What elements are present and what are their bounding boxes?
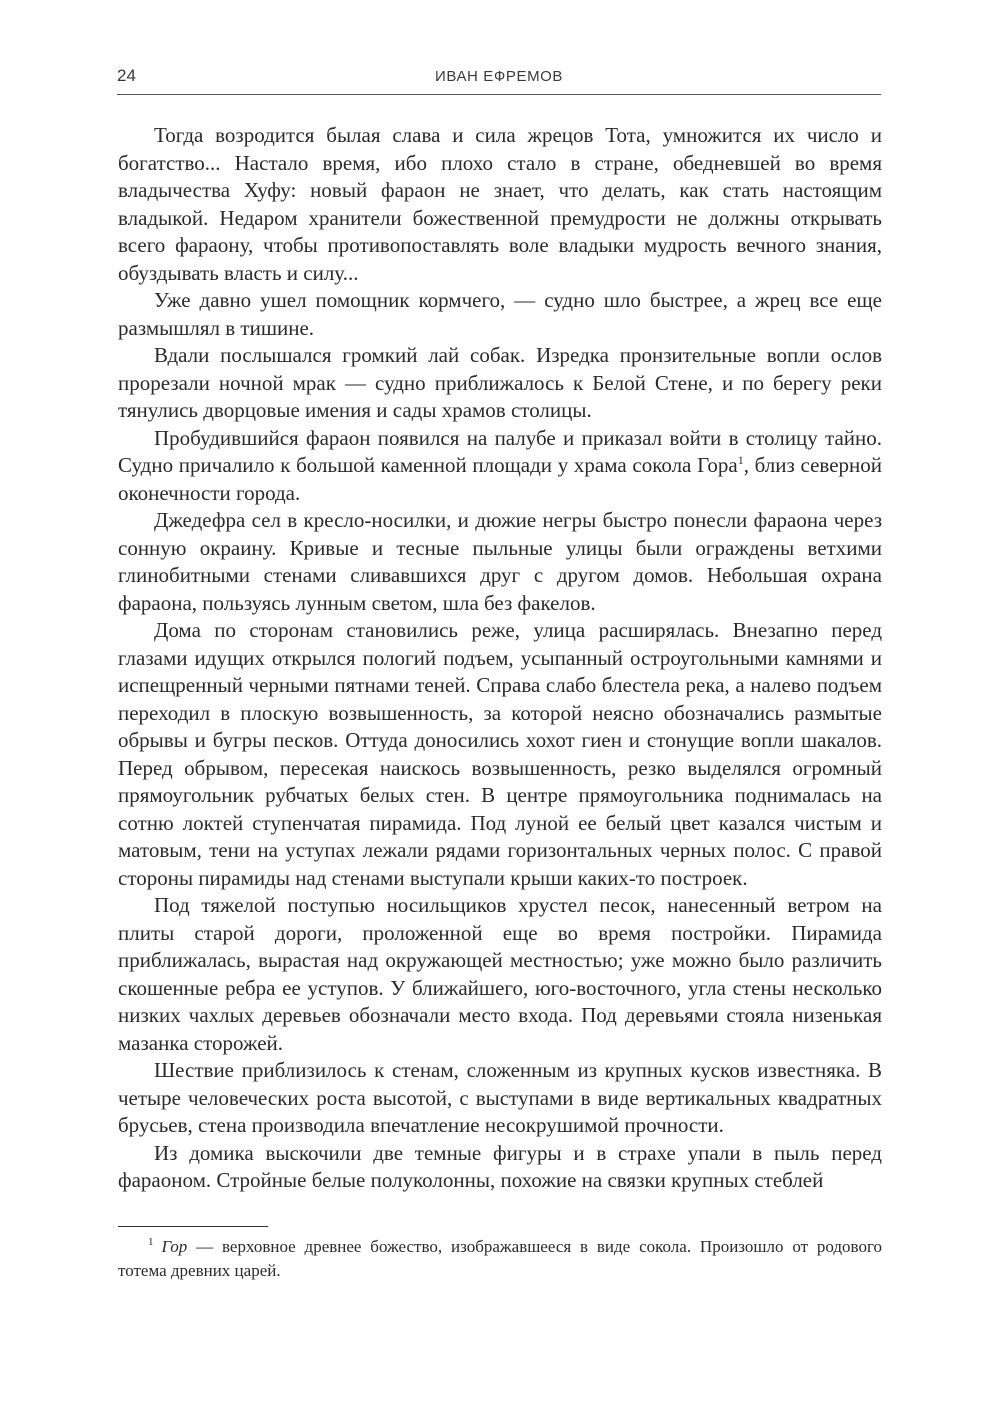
paragraph: Джедефра сел в кресло-носилки, и дюжие негры быстро понесли фараона через сонную окраину. Кривые и тесные пыльные улицы были ограждены ветхими глинобитными стенами сливавшихся друг с другом домов. Небольшая охрана фараона, пользуясь лунным светом, шла без факелов. [118, 508, 882, 615]
footnote-rule [118, 1226, 268, 1227]
footnote [118, 1235, 882, 1283]
paragraph-text: , близ северной оконечности города. [118, 453, 882, 505]
header-rule [117, 94, 881, 95]
paragraph: Тогда возродится былая слава и сила жрецов Тота, умножится их число и богатство... Настало время, ибо плохо стало в стране, обедневшей во время владычества Хуфу: новый фараон не знает, что делать, как стать настоящим владыкой. Недаром хранители божественной премудрости не должны открывать всего фараону, чтобы противопоставлять воле владыки мудрость вечного знания, обуздывать власть и силу... [118, 123, 882, 285]
paragraph: Под тяжелой поступью носильщиков хрустел песок, нанесенный ветром на плиты старой дороги, проложенной еще во время постройки. Пирамида приближалась, вырастая над окружающей местностью; уже можно было различить скошенные ребра ее уступов. У ближайшего, юго-восточного, угла стены несколько низких чахлых деревьев обозначали место входа. Под деревьями стояла низенькая мазанка сторожей. [118, 893, 882, 1055]
page-number: 24 [117, 66, 136, 85]
paragraph: Из домика выскочили две темные фигуры и в страхе упали в пыль перед фараоном. Стройные белые полуколонны, похожие на связки крупных стеблей [118, 1140, 882, 1192]
paragraph: Вдали послышался громкий лай собак. Изредка пронзительные вопли ослов прорезали ночной мрак — судно приближалось к Белой Стене, и по берегу реки тянулись дворцовые имения и сады храмов столицы. [118, 343, 882, 422]
paragraph-with-footnote [118, 425, 882, 508]
paragraph: Дома по сторонам становились реже, улица расширялась. Внезапно перед глазами идущих открылся пологий подъем, усыпанный остроугольными камнями и испещренный черными пятнами теней. Справа слабо блестела река, а налево подъем переходил в плоскую возвышенность, за которой неясно обозначались размытые обрывы и бугры песков. Оттуда доносились хохот гиен и стонущие вопли шакалов. Перед обрывом, пересекая наискось возвышенность, резко выделялся огромный прямоугольник рубчатых белых стен. В центре прямоугольника поднималась на сотню локтей ступенчатая пирамида. Под луной ее белый цвет казался чистым и матовым, тени на уступах лежали рядами горизонтальных черных полос. С правой стороны пирамиды над стенами выступали крыши каких-то построек. [118, 618, 882, 890]
paragraph: Шествие приблизилось к стенам, сложенным из крупных кусков известняка. В четыре человеческих роста высотой, с выступами в виде вертикальных квадратных брусьев, стена производила впечатление несокрушимой прочности. [118, 1058, 882, 1137]
main-text [118, 122, 882, 1195]
footnote-mark: 1 [148, 1236, 154, 1249]
footnote-text [118, 1235, 882, 1283]
footnote-definition: — верховное древнее божество, изображавшееся в виде сокола. Произошло от родового тотема древних царей. [118, 1237, 882, 1280]
paragraph: Уже давно ушел помощник кормчего, — судно шло быстрее, а жрец все еще размышлял в тишине. [118, 288, 882, 340]
running-head [117, 64, 881, 96]
paragraph-text: Пробудившийся фараон появился на палубе и приказал войти в столицу тайно. Судно причалило к большой каменной площади у храма сокола Гора [118, 425, 882, 477]
footnote-reference[interactable]: 1 [737, 453, 744, 467]
footnote-term: Гор [161, 1237, 188, 1256]
book-author: ИВАН ЕФРЕМОВ [434, 68, 564, 85]
